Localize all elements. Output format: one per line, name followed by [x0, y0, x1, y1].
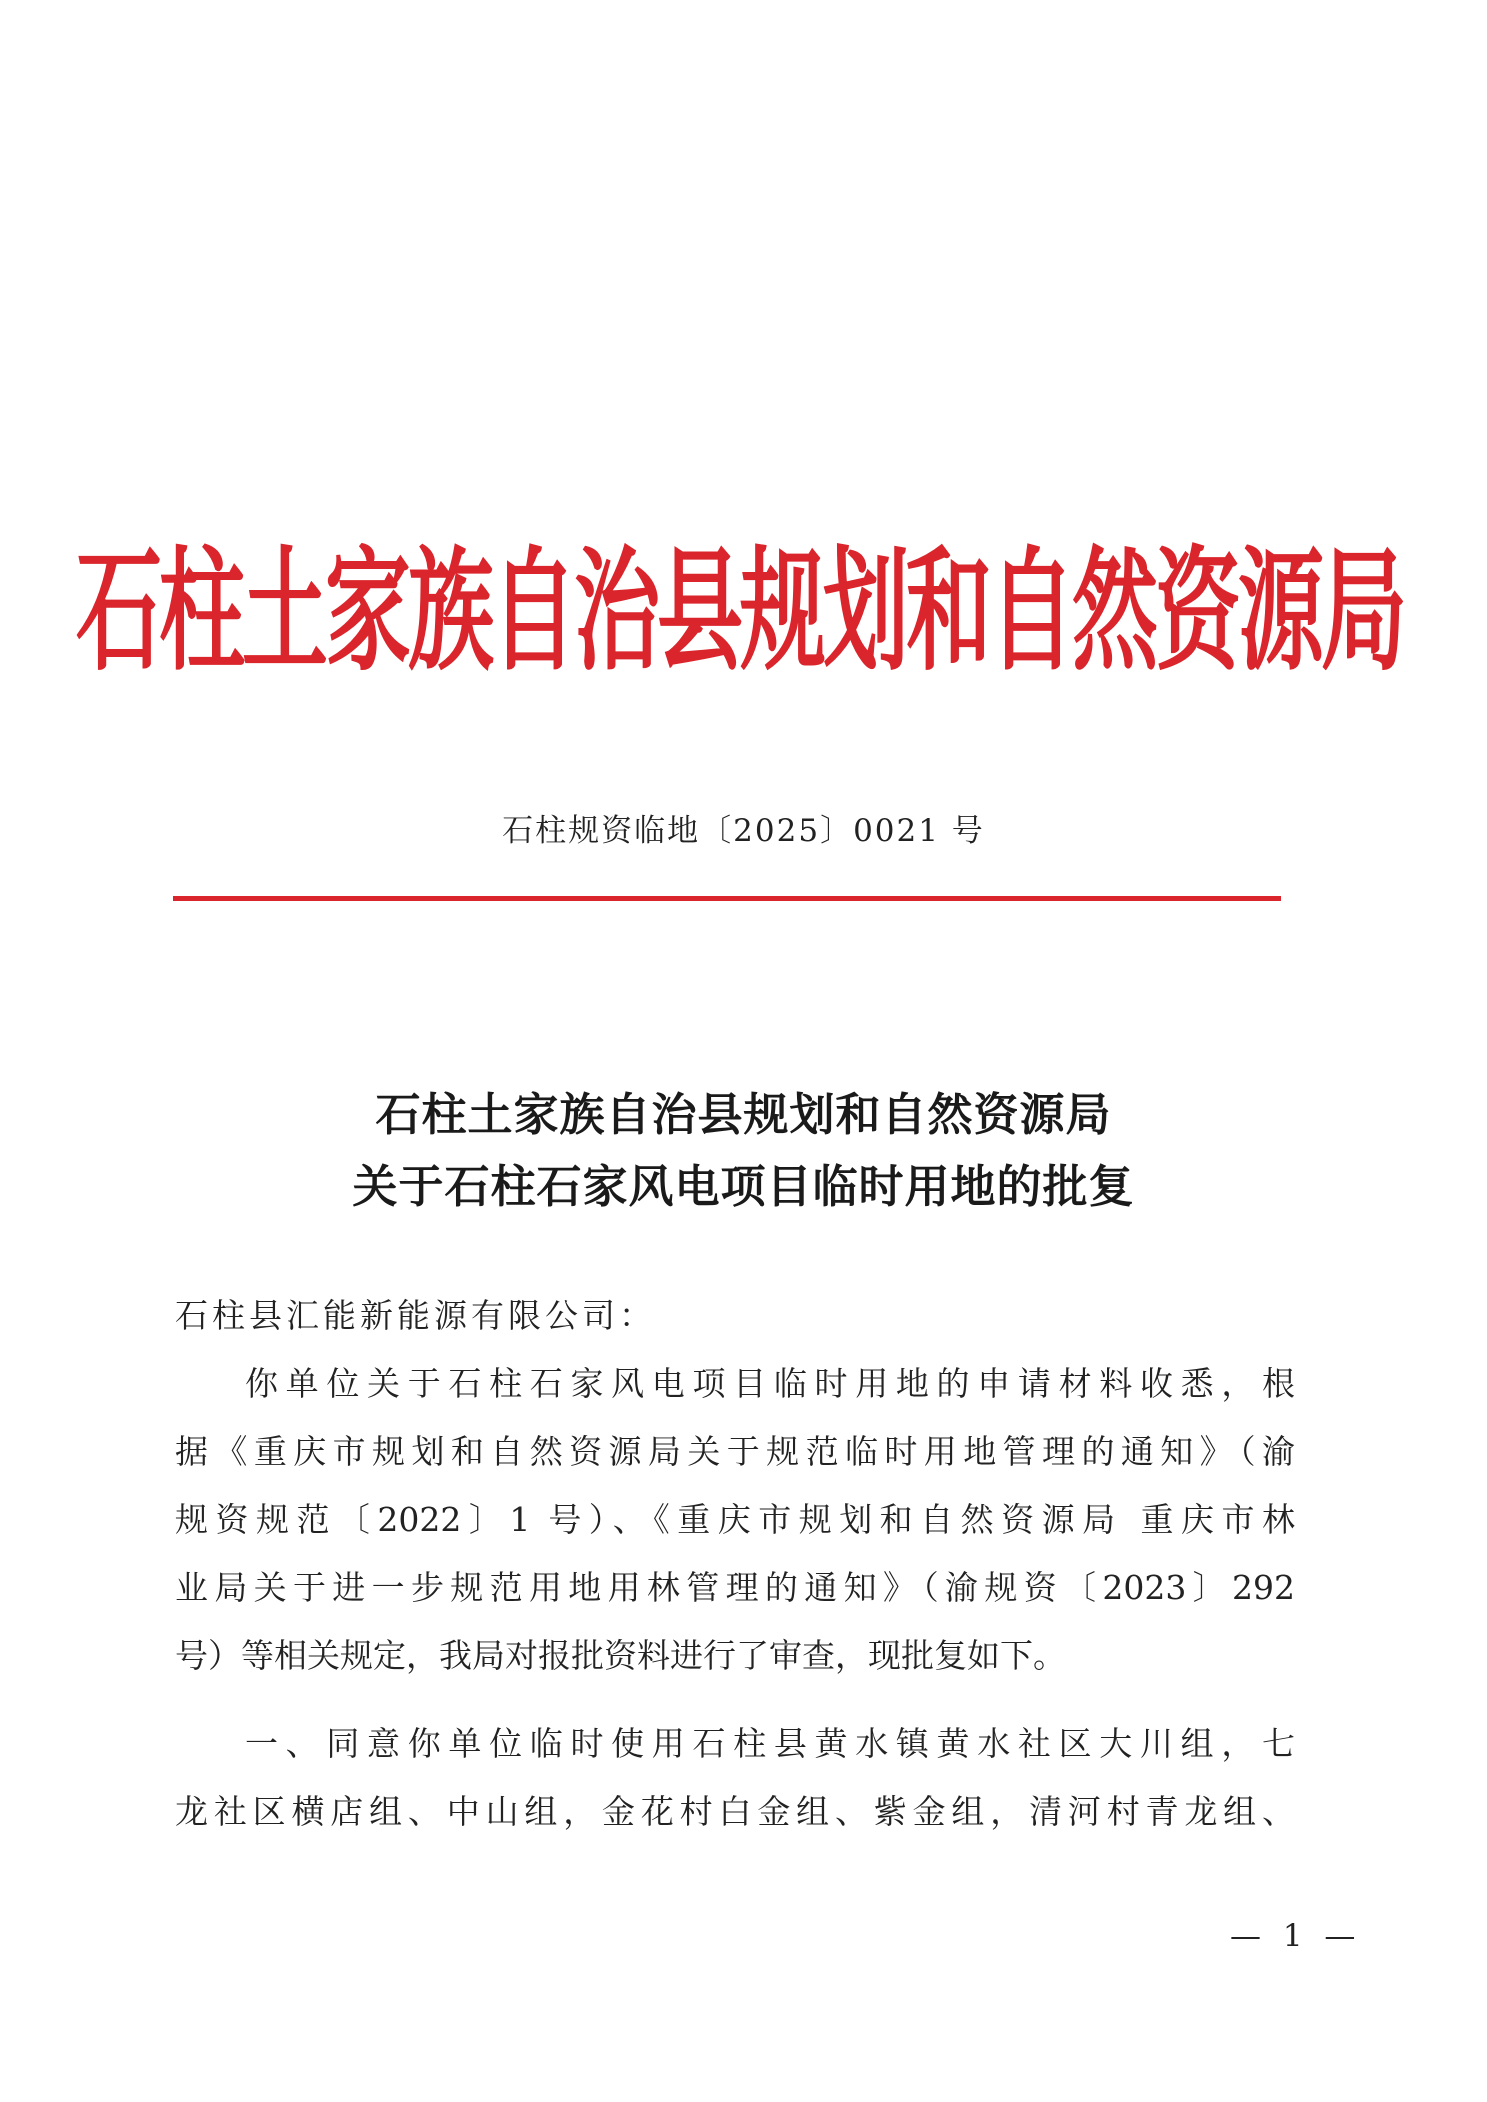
body-line: 一、同意你单位临时使用石柱县黄水镇黄水社区大川组，七: [245, 1724, 1295, 1763]
issuing-authority-masthead: 石柱土家族自治县规划和自然资源局: [76, 534, 1404, 690]
page-number: — 1 —: [1230, 1918, 1362, 1954]
document-title-line-2: 关于石柱石家风电项目临时用地的批复: [352, 1160, 1135, 1213]
body-line: 龙社区横店组、中山组，金花村白金组、紫金组，清河村青龙组、: [175, 1792, 1295, 1831]
body-line: 据《重庆市规划和自然资源局关于规范临时用地管理的通知》（渝: [175, 1432, 1295, 1471]
body-line: 规资规范〔2022〕1 号）、《重庆市规划和自然资源局 重庆市林: [175, 1500, 1295, 1539]
red-divider-line: [173, 896, 1281, 901]
body-line: 你单位关于石柱石家风电项目临时用地的申请材料收悉，根: [245, 1364, 1295, 1403]
body-line: 号）等相关规定，我局对报批资料进行了审查，现批复如下。: [175, 1636, 1066, 1675]
document-title-line-1: 石柱土家族自治县规划和自然资源局: [375, 1088, 1112, 1141]
document-number: 石柱规资临地〔2025〕0021 号: [502, 813, 985, 849]
body-line: 业局关于进一步规范用地用林管理的通知》（渝规资〔2023〕292: [175, 1568, 1295, 1607]
recipient-salutation: 石柱县汇能新能源有限公司：: [175, 1296, 656, 1335]
